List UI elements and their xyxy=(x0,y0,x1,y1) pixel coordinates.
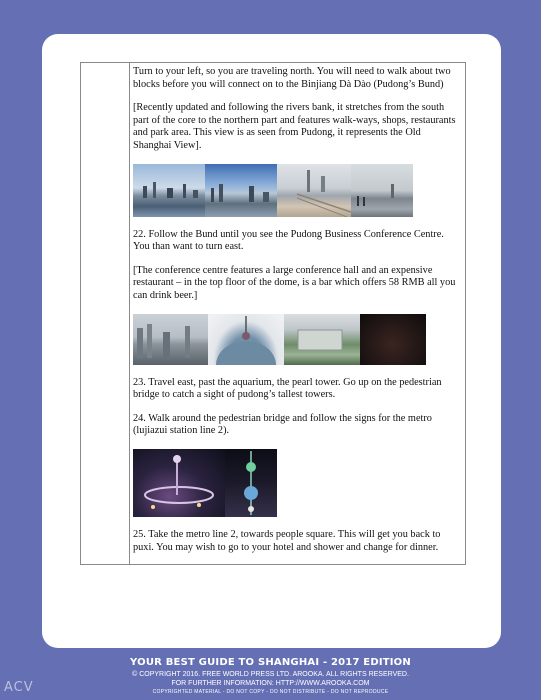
step-22-note: [The conference centre features a large conference hall and an expensive restaurant – in the top floor of the dome, is a bar which offers 58 RMB all you can drink beer.] xyxy=(133,264,456,301)
watermark: ACV xyxy=(4,680,34,695)
photo-promenade xyxy=(277,164,351,217)
step-intro-note: [Recently updated and following the rivers bank, it stretches from the south part of the core to the northern part and features walk-ways, shops, restaurants and park area. This view is as seen from Pudong, it represents the Old Shanghai View]. xyxy=(133,102,456,151)
photo-row-pearl-tower xyxy=(133,449,461,517)
photo-walkway-people xyxy=(351,164,413,217)
footer-title: YOUR BEST GUIDE TO SHANGHAI - 2017 EDITION xyxy=(130,657,411,668)
step-23: 23. Travel east, past the aquarium, the pearl tower. Go up on the pedestrian bridge to catch a sight of pudong’s tallest towers. xyxy=(133,376,442,401)
footer-legal: COPYRIGHTED MATERIAL - DO NOT COPY - DO NOT DISTRIBUTE - DO NOT REPRODUCE xyxy=(152,689,389,695)
content-table xyxy=(80,62,466,565)
photo-pedestrian-bridge-night xyxy=(133,449,225,517)
photo-conference-dome xyxy=(208,314,284,365)
directions-cell xyxy=(133,66,461,565)
step-24: 24. Walk around the pedestrian bridge and follow the signs for the metro (lujiazui station line 2). xyxy=(133,412,432,437)
photo-pearl-tower-night xyxy=(225,449,277,517)
photo-skyline-blue-sky xyxy=(205,164,277,217)
photo-night-bar xyxy=(360,314,426,365)
step-25: 25. Take the metro line 2, towards people square. This will get you back to puxi. You may wish to go to your hotel and shower and change for dinner. xyxy=(133,528,441,553)
footer-copyright: © COPYRIGHT 2016. FREE WORLD PRESS LTD. AROOKA. ALL RIGHTS RESERVED. xyxy=(132,671,409,678)
photo-skyline-river xyxy=(133,164,205,217)
photo-conference-sign xyxy=(284,314,360,365)
column-divider xyxy=(129,63,130,564)
step-intro: Turn to your left, so you are traveling north. You will need to walk about two blocks before you will connect on to the Binjiang Dà Dào (Pudong’s Bund) xyxy=(133,66,451,90)
step-22: 22. Follow the Bund until you see the Pudong Business Conference Centre. You than want to turn east. xyxy=(133,228,444,253)
photo-city-towers xyxy=(133,314,208,365)
photo-row-conference xyxy=(133,314,461,365)
footer-info: FOR FURTHER INFORMATION: HTTP://WWW.AROOKA.COM xyxy=(171,680,370,687)
photo-row-bund xyxy=(133,164,461,217)
